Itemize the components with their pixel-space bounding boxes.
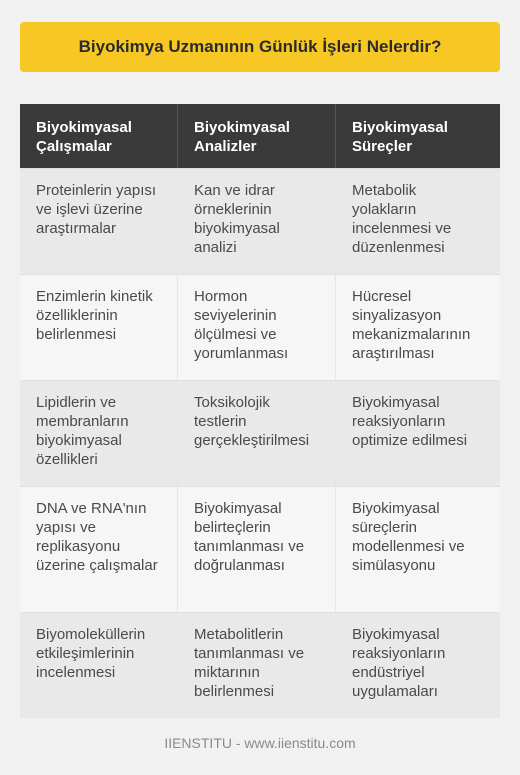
table-row <box>20 486 500 612</box>
table-header-row <box>20 104 500 168</box>
header-cell-surecler: Biyokimyasal Süreçler <box>336 104 500 168</box>
table-cell: Enzimlerin kinetik özelliklerinin belirlenmesi <box>20 275 178 380</box>
table-row <box>20 612 500 718</box>
header-cell-analizler: Biyokimyasal Analizler <box>178 104 336 168</box>
table-cell: Lipidlerin ve membranların biyokimyasal özellikleri <box>20 381 178 486</box>
table-cell: Biyokimyasal reaksiyonların endüstriyel uygulamaları <box>336 613 500 718</box>
table-cell: Toksikolojik testlerin gerçekleştirilmesi <box>178 381 336 486</box>
table-cell: Metabolik yolakların incelenmesi ve düzenlenmesi <box>336 169 500 274</box>
header-cell-calismalar: Biyokimyasal Çalışmalar <box>20 104 178 168</box>
table-cell: Biyokimyasal süreçlerin modellenmesi ve simülasyonu <box>336 487 500 612</box>
table-row <box>20 380 500 486</box>
table-row <box>20 274 500 380</box>
table-cell: DNA ve RNA'nın yapısı ve replikasyonu üzerine çalışmalar <box>20 487 178 612</box>
table-row <box>20 168 500 274</box>
table-cell: Biyokimyasal belirteçlerin tanımlanması ve doğrulanması <box>178 487 336 612</box>
table-cell: Kan ve idrar örneklerinin biyokimyasal analizi <box>178 169 336 274</box>
page-title-text: Biyokimya Uzmanının Günlük İşleri Nelerdir? <box>78 37 442 56</box>
table-cell: Biyokimyasal reaksiyonların optimize edilmesi <box>336 381 500 486</box>
table-cell: Proteinlerin yapısı ve işlevi üzerine araştırmalar <box>20 169 178 274</box>
table-cell: Hormon seviyelerinin ölçülmesi ve yorumlanması <box>178 275 336 380</box>
page-title <box>20 22 500 72</box>
comparison-table <box>20 104 500 718</box>
footer-credit: IIENSTITU - www.iienstitu.com <box>164 735 356 751</box>
table-cell: Hücresel sinyalizasyon mekanizmalarının araştırılması <box>336 275 500 380</box>
table-cell: Biyomoleküllerin etkileşimlerinin incelenmesi <box>20 613 178 718</box>
table-cell: Metabolitlerin tanımlanması ve miktarının belirlenmesi <box>178 613 336 718</box>
